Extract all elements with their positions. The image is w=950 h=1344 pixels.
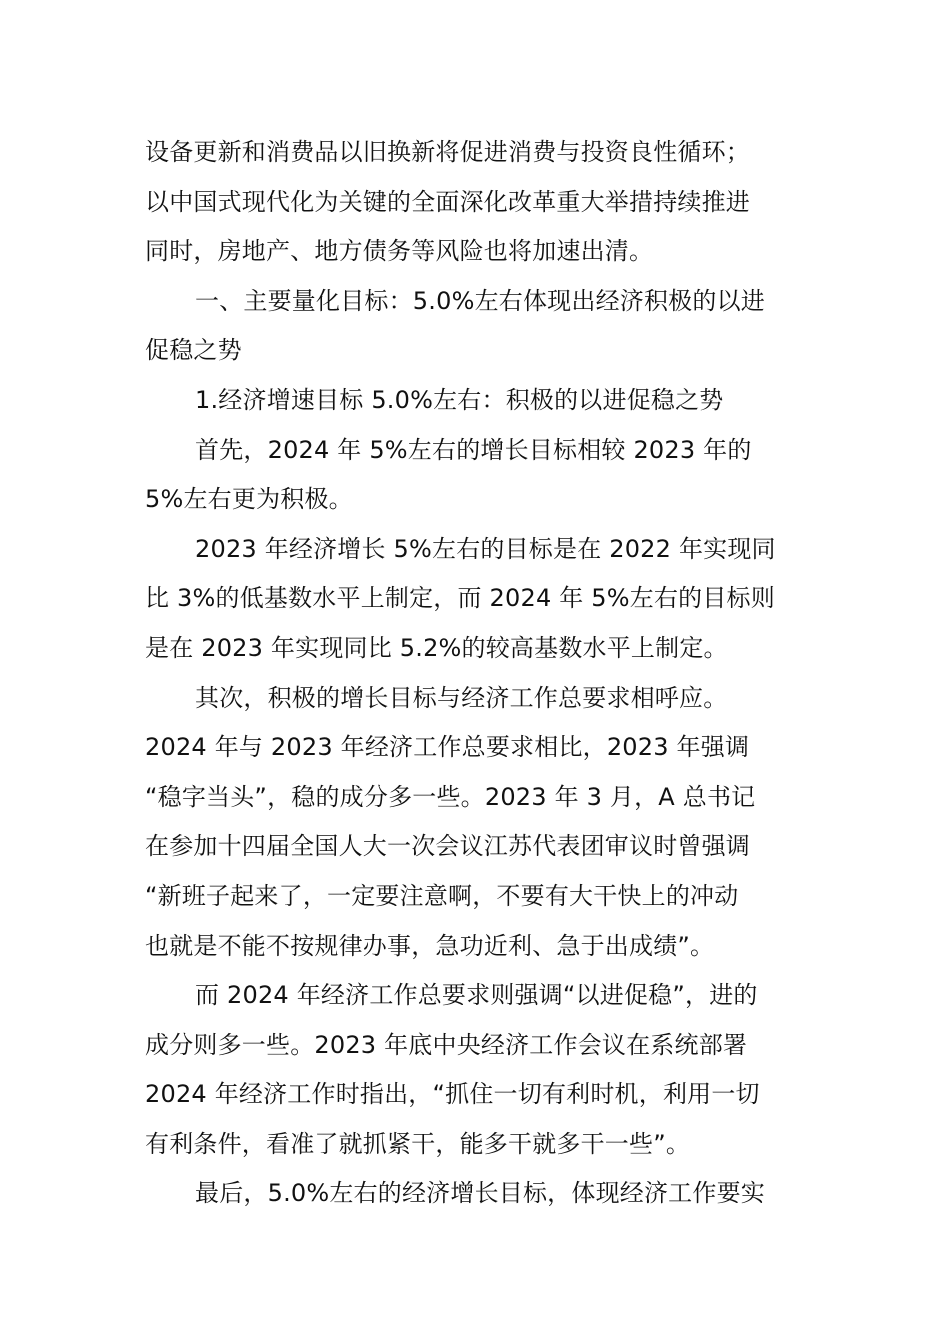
paragraph-start: 首先，2024 年 5%左右的增长目标相较 2023 年的 — [195, 435, 752, 464]
paragraph-start: 其次，积极的增长目标与经济工作总要求相呼应。 — [195, 683, 728, 712]
body-line: 是在 2023 年实现同比 5.2%的较高基数水平上制定。 — [145, 633, 728, 662]
paragraph-start: 2023 年经济增长 5%左右的目标是在 2022 年实现同 — [195, 534, 776, 563]
body-line: “稳字当头”，稳的成分多一些。2023 年 3 月，A 总书记 — [145, 782, 756, 811]
subsection-heading: 1.经济增速目标 5.0%左右：积极的以进促稳之势 — [195, 385, 724, 414]
body-line: 设备更新和消费品以旧换新将促进消费与投资良性循环； — [145, 138, 750, 166]
body-line: 同时，房地产、地方债务等风险也将加速出清。 — [145, 237, 654, 266]
document-body — [145, 128, 825, 1219]
body-line: 也就是不能不按规律办事，急功近利、急于出成绩”。 — [145, 931, 715, 960]
body-line: 在参加十四届全国人大一次会议江苏代表团审议时曾强调 — [145, 832, 750, 861]
body-line: 2024 年与 2023 年经济工作总要求相比，2023 年强调 — [145, 733, 750, 762]
section-heading-continued: 促稳之势 — [145, 336, 242, 365]
body-line: 有利条件，看准了就抓紧干，能多干就多干一些”。 — [145, 1129, 691, 1158]
body-line: 成分则多一些。2023 年底中央经济工作会议在系统部署 — [145, 1030, 748, 1059]
paragraph-start: 而 2024 年经济工作总要求则强调“以进促稳”，进的 — [195, 981, 758, 1010]
body-line: 以中国式现代化为关键的全面深化改革重大举措持续推进 — [145, 187, 750, 216]
body-line: 2024 年经济工作时指出，“抓住一切有利时机，利用一切 — [145, 1080, 760, 1109]
body-line: 比 3%的低基数水平上制定，而 2024 年 5%左右的目标则 — [145, 584, 775, 613]
paragraph-start: 最后，5.0%左右的经济增长目标，体现经济工作要实 — [195, 1179, 765, 1208]
body-line: 5%左右更为积极。 — [145, 485, 353, 514]
section-heading: 一、主要量化目标：5.0%左右体现出经济积极的以进 — [195, 286, 765, 315]
body-line: “新班子起来了，一定要注意啊，不要有大干快上的冲动 — [145, 881, 739, 910]
